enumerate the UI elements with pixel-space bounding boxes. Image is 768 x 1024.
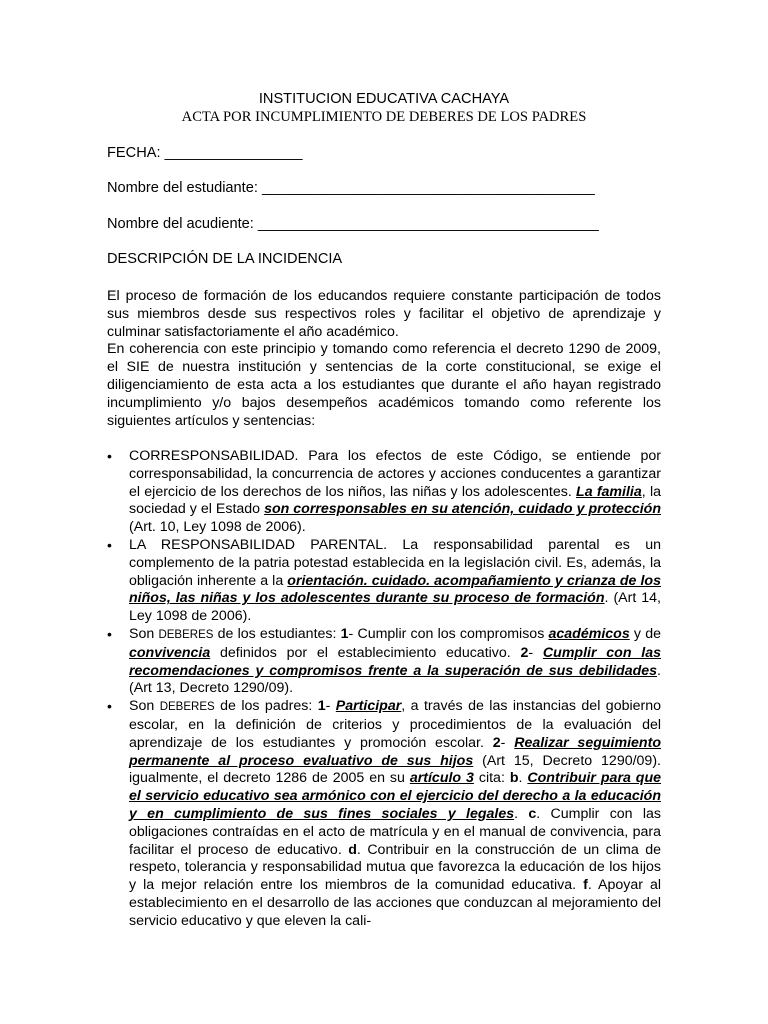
item-text: - Cumplir con los compromisos bbox=[348, 625, 549, 642]
item-text: de los padres: bbox=[214, 698, 318, 715]
item-text: definidos por el establecimiento educativo. bbox=[210, 644, 521, 661]
number-label: c bbox=[528, 805, 537, 822]
item-text: (Art 15, Decreto 1290/09). igualmente, el decreto 1286 de 2005 en su bbox=[129, 752, 661, 787]
emphasis-text: Contribuir para que el servicio educativo sea armónico con el ejercicio del derecho a la educación y en cumplimiento de sus fines sociales y legales bbox=[129, 770, 662, 822]
incident-description-heading: DESCRIPCIÓN DE LA INCIDENCIA bbox=[107, 251, 343, 267]
emphasis-text: Participar bbox=[335, 698, 402, 715]
number-label: b bbox=[509, 770, 519, 787]
item-text: . Cumplir con las obligaciones contraídas en el acto de matrícula y en el manual de convivencia, para facilitar el proceso de educativo. bbox=[129, 805, 662, 858]
emphasis-text: Realizar seguimiento permanente al proceso evaluativo de sus hijos bbox=[129, 734, 661, 769]
number-label: 2 bbox=[520, 644, 529, 661]
articles-list bbox=[107, 448, 661, 931]
list-item-responsabilidad-parental bbox=[107, 537, 661, 626]
item-text: de los estudiantes: bbox=[213, 625, 341, 642]
bullet-icon: • bbox=[107, 698, 112, 715]
number-label: 2 bbox=[492, 734, 501, 751]
item-text: Son bbox=[129, 698, 160, 715]
emphasis-text: académicos bbox=[548, 625, 630, 642]
emphasis-text: orientación. cuidado. acompañamiento y crianza de los niños, las niñas y los adolescentes durante su proceso de formación bbox=[129, 572, 661, 607]
number-label: d bbox=[348, 841, 357, 858]
item-text: . Contribuir en la construcción de un clima de respeto, tolerancia y responsabilidad mutua que favorezca la educación de los hijos y la mejor relación entre los miembros de la comunidad educativa. bbox=[129, 841, 661, 894]
intro-text bbox=[107, 288, 661, 430]
emphasis-text: Cumplir con las recomendaciones y compromisos frente a la superación de sus debilidades bbox=[129, 644, 662, 679]
list-item-corresponsabilidad bbox=[107, 448, 661, 537]
number-label: f bbox=[583, 877, 588, 894]
item-text: . bbox=[518, 770, 528, 787]
item-text: - bbox=[528, 644, 543, 661]
student-name-field: Nombre del estudiante: _________________________________________ bbox=[107, 180, 595, 196]
emphasis-text: artículo 3 bbox=[409, 770, 474, 787]
emphasis-text: convivencia bbox=[129, 644, 211, 661]
number-label: 1 bbox=[317, 698, 326, 715]
institution-name: INSTITUCION EDUCATIVA CACHAYA bbox=[258, 91, 510, 107]
item-text: . (Art 13, Decreto 1290/09). bbox=[129, 662, 661, 697]
item-text: , la sociedad y el Estado bbox=[129, 483, 662, 518]
item-text: cita: bbox=[473, 770, 510, 787]
item-text: , a través de las instancias del gobierno escolar, en la definición de criterios y procedimientos de la evaluación del aprendizaje de los estudiantes y promoción escolar. bbox=[129, 698, 662, 751]
intro-paragraph-2: En coherencia con este principio y tomando como referencia el decreto 1290 de 2009, el SIE de nuestra institución y sentencias de la corte constitucional, se exige el diligenciamiento de esta acta a los estudiantes que durante el año hayan registrado incumplimiento y/o bajos desempeños académicos tomando como referente los siguientes artículos y sentencias: bbox=[107, 341, 661, 429]
date-field: FECHA: _________________ bbox=[107, 145, 303, 161]
item-text: - bbox=[500, 734, 515, 751]
guardian-name-field: Nombre del acudiente: __________________________________________ bbox=[107, 216, 599, 232]
item-text: . bbox=[514, 805, 529, 822]
item-text: - bbox=[325, 698, 336, 715]
small-caps-text: DEBERES bbox=[158, 628, 214, 641]
item-text: . Apoyar al establecimiento en el desarrollo de las acciones que conduzcan al mejoramiento del servicio educativo y que eleven la cali- bbox=[129, 877, 662, 929]
small-caps-text: DEBERES bbox=[159, 701, 215, 714]
list-item-deberes-estudiantes bbox=[107, 626, 661, 698]
list-item-deberes-padres bbox=[107, 698, 661, 930]
item-text: (Art. 10, Ley 1098 de 2006). bbox=[129, 519, 306, 536]
intro-paragraph-1: El proceso de formación de los educandos requiere constante participación de todos sus miembros desde sus respectivos roles y facilitar el objetivo de aprendizaje y culminar satisfactoriamente el año académico. bbox=[107, 288, 661, 340]
item-text: LA RESPONSABILIDAD PARENTAL. La responsabilidad parental es un complemento de la patria potestad establecida en la legislación civil. Es, además, la obligación inherente a la bbox=[129, 536, 661, 589]
bullet-icon: • bbox=[107, 448, 112, 464]
number-label: 1 bbox=[340, 625, 349, 642]
item-text: Son bbox=[129, 625, 159, 642]
item-text: . (Art 14, Ley 1098 de 2006). bbox=[129, 590, 662, 625]
bullet-icon: • bbox=[107, 625, 112, 642]
emphasis-text: La familia bbox=[576, 483, 642, 500]
act-title: ACTA POR INCUMPLIMIENTO DE DEBERES DE LOS PADRES bbox=[181, 109, 587, 125]
item-text: y de bbox=[629, 625, 661, 642]
item-text: CORRESPONSABILIDAD. Para los efectos de este Código, se entiende por corresponsabilidad, la concurrencia de actores y acciones conducentes a garantizar el ejercicio de los derechos de los niños, las niñas y los adolescentes. bbox=[129, 448, 661, 500]
bullet-icon: • bbox=[107, 536, 112, 553]
emphasis-text: son corresponsables en su atención, cuidado y protección bbox=[264, 501, 661, 518]
